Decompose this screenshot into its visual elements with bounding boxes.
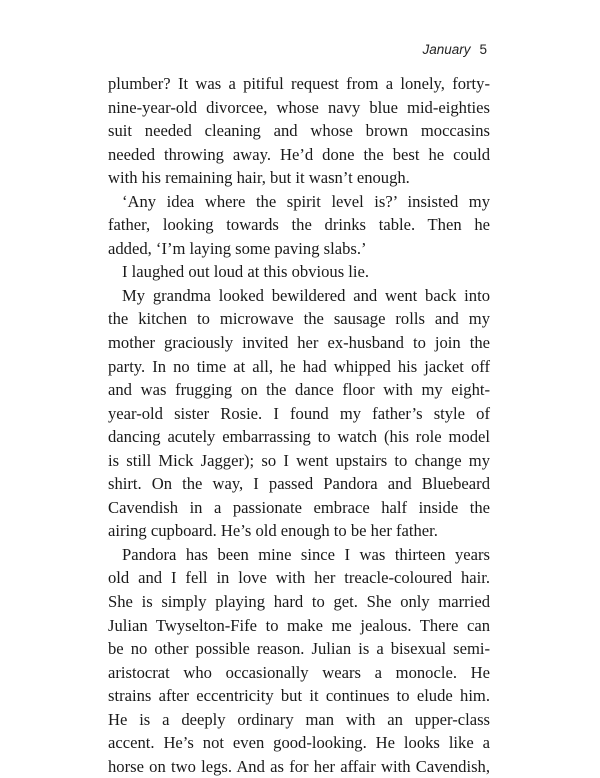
page-number: 5 (479, 42, 487, 57)
text-line: the kitchen to microwave the sausage rolls and my (108, 309, 490, 329)
text-line: Cavendish in a passionate embrace half inside the (108, 497, 490, 517)
text-line: be no other possible reason. Julian is a bisexual semi- (108, 639, 490, 659)
text-line: horse on two legs. And as for her affair with Cavendish, (108, 756, 490, 776)
text-line: party. In no time at all, he had whipped his jacket off (108, 356, 490, 376)
text-line: needed throwing away. He’d done the best he could (108, 144, 490, 164)
text-line: aristocrat who occasionally wears a monocle. He (108, 662, 490, 682)
text-line: ‘Any idea where the spirit level is?’ insisted my (122, 191, 490, 211)
text-line: He is a deeply ordinary man with an upper-class (108, 709, 490, 729)
text-line: airing cupboard. He’s old enough to be her father. (108, 521, 438, 541)
text-line: dancing acutely embarrassing to watch (his role model (108, 427, 490, 447)
text-line: strains after eccentricity but it continues to elude him. (108, 686, 490, 706)
text-line: Julian Twyselton-Fife to make me jealous. There can (108, 615, 490, 635)
text-line: shirt. On the way, I passed Pandora and Bluebeard (108, 474, 490, 494)
text-line: nine-year-old divorcee, whose navy blue mid-eighties (108, 97, 490, 117)
text-line: old and I fell in love with her treacle-coloured hair. (108, 568, 490, 588)
text-line: plumber? It was a pitiful request from a lonely, forty- (108, 74, 490, 93)
text-line: Pandora has been mine since I was thirteen years (122, 544, 490, 564)
text-line: is still Mick Jagger); so I went upstairs to change my (108, 450, 490, 470)
text-line: mother graciously invited her ex-husband to join the (108, 333, 490, 353)
text-line: father, looking towards the drinks table. Then he (108, 215, 490, 235)
text-line: My grandma looked bewildered and went back into (122, 285, 490, 305)
text-line: and was frugging on the dance floor with my eight- (108, 380, 490, 400)
text-line: added, ‘I’m laying some paving slabs.’ (108, 238, 367, 258)
text-line: accent. He’s not even good-looking. He looks like a (108, 733, 490, 753)
body-text (108, 72, 490, 778)
text-line: She is simply playing hard to get. She only married (108, 592, 490, 612)
text-line: year-old sister Rosie. I found my father’s style of (108, 403, 490, 423)
running-header (422, 42, 487, 57)
text-line: I laughed out loud at this obvious lie. (122, 262, 370, 282)
text-line: with his remaining hair, but it wasn’t enough. (108, 168, 410, 188)
running-title: January (422, 42, 471, 57)
text-line: suit needed cleaning and whose brown moccasins (108, 121, 490, 141)
